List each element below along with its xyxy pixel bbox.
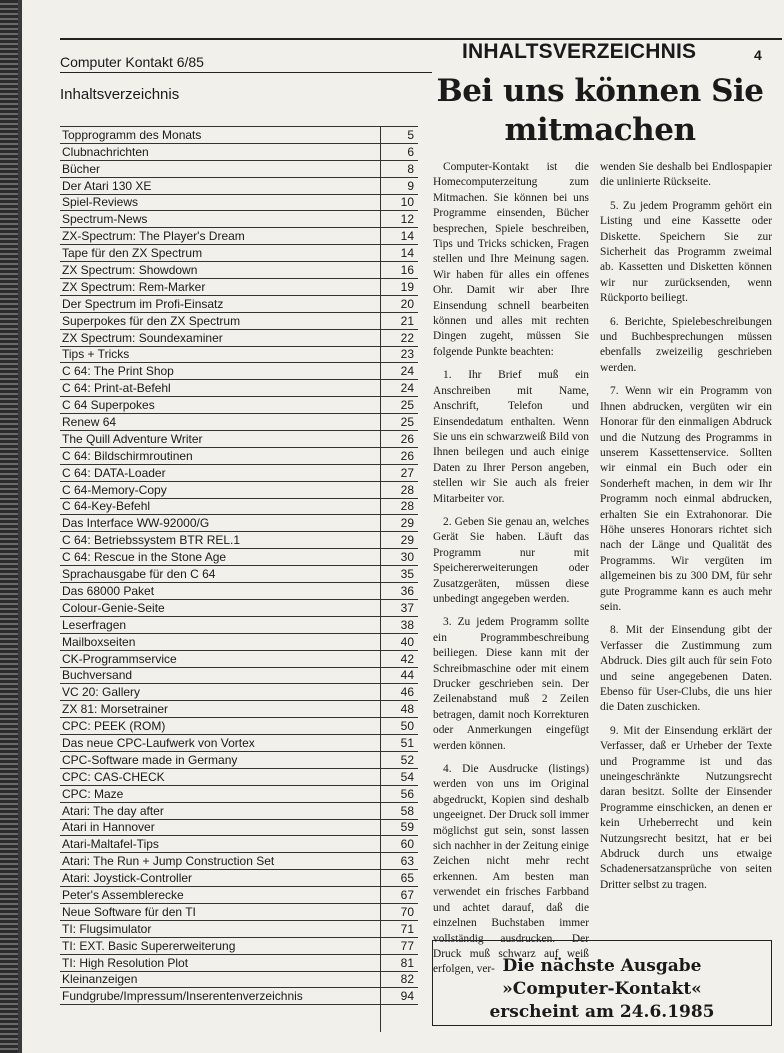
toc-entry bbox=[60, 414, 418, 431]
toc-entry-page: 54 bbox=[400, 769, 414, 784]
toc-entry-page: 14 bbox=[400, 229, 414, 244]
article-paragraph: Computer-Kontakt ist die Homecomputerzeitung zum Mitmachen. Sie können bei uns Programme einsenden, Bücher besprechen, Spiele beschreiben, Tips und Tricks schicken, Fragen stellen und Ihre Meinung sagen. Wir haben für alles ein offenes Ohr. Damit wir aber Ihre Einsendung schnell bearbeiten können und alles mit rechten Dingen zugeht, müssen Sie folgende Punkte beachten: bbox=[433, 161, 589, 358]
next-issue-notice bbox=[432, 940, 772, 1026]
toc-entry-title: Bücher bbox=[62, 161, 101, 176]
toc-entry-page: 51 bbox=[400, 735, 414, 750]
toc-entry bbox=[60, 836, 418, 853]
toc-entry-page: 27 bbox=[400, 465, 414, 480]
toc-entry-title: Atari in Hannover bbox=[62, 820, 155, 835]
toc-entry-page: 67 bbox=[400, 887, 414, 902]
issue-label: Computer Kontakt 6/85 bbox=[60, 54, 204, 70]
toc-entry-page: 10 bbox=[400, 195, 414, 210]
toc-entry-page: 30 bbox=[400, 550, 414, 565]
toc-entry bbox=[60, 161, 418, 178]
toc-entry-page: 28 bbox=[400, 499, 414, 514]
toc-entry-page: 29 bbox=[400, 533, 414, 548]
toc-entry-title: Peter's Assemblerecke bbox=[62, 887, 184, 902]
toc-entry-title: CK-Programmservice bbox=[62, 651, 177, 666]
toc-entry-title: Fundgrube/Impressum/Inserentenverzeichnis bbox=[62, 989, 303, 1004]
toc-entry bbox=[60, 127, 418, 144]
toc-entry-page: 25 bbox=[400, 415, 414, 430]
toc-entry bbox=[60, 566, 418, 583]
article-paragraph: 3. Zu jedem Programm sollte ein Programmbeschreibung beiliegen. Diese kann mit der Schreibmaschine oder mit einem Drucker geschrieben sein. Der Zeilenabstand muß 2 Zeilen betragen, damit noch Korrekturen oder Anmerkungen eingefügt werden können. bbox=[433, 616, 589, 752]
toc-entry-title: Colour-Genie-Seite bbox=[62, 600, 165, 615]
toc-entry bbox=[60, 313, 418, 330]
toc-entry bbox=[60, 887, 418, 904]
toc-page-column-rule bbox=[380, 126, 381, 1032]
toc-entry bbox=[60, 972, 418, 989]
article-paragraph: 7. Wenn wir ein Programm von Ihnen abdrucken, vergüten wir ein Honorar für den einmaligen Abdruck und die Nutzung des Programms in unserem Kassettenservice. Sollten wir einmal ein Buch oder ein Sonderheft machen, in dem wir Ihr Programm noch einmal abdrucken, erhalten Sie ein Extrahonorar. Die Höhe unseres Honorars richtet sich nach der Länge und Qualität des Programms. Wir vergüten im allgemeinen bis zu 300 DM, für sehr gute Programme kann es auch mehr sein. bbox=[600, 385, 772, 613]
toc-entry bbox=[60, 820, 418, 837]
toc-entry bbox=[60, 465, 418, 482]
toc-entry bbox=[60, 195, 418, 212]
article-paragraph: 5. Zu jedem Programm gehört ein Listing und eine Kassette oder Diskette. Speichern Sie zur Sicherheit das Programm zweimal ab. Kassetten und Disketten können wir nur zurücksenden, wenn Rückporto beiliegt. bbox=[600, 199, 772, 305]
page-binding bbox=[0, 0, 18, 1053]
toc-entry-title: ZX Spectrum: Showdown bbox=[62, 263, 198, 278]
page-number: 4 bbox=[754, 47, 762, 63]
toc-entry bbox=[60, 380, 418, 397]
toc-entry-title: CPC-Software made in Germany bbox=[62, 752, 238, 767]
article-paragraph: 6. Berichte, Spielebeschreibungen und Buchbesprechungen müssen ebenfalls zweizeilig geschrieben werden. bbox=[600, 315, 772, 374]
toc-entry-page: 38 bbox=[400, 617, 414, 632]
toc-entry-title: ZX-Spectrum: The Player's Dream bbox=[62, 229, 245, 244]
toc-entry bbox=[60, 144, 418, 161]
toc-entry-title: VC 20: Gallery bbox=[62, 685, 141, 700]
toc-entry-page: 5 bbox=[407, 127, 414, 142]
toc-entry bbox=[60, 701, 418, 718]
toc-entry-title: Das 68000 Paket bbox=[62, 583, 155, 598]
toc-entry-title: Atari: The Run + Jump Construction Set bbox=[62, 854, 275, 869]
toc-entry bbox=[60, 634, 418, 651]
toc-entry-title: C 64: The Print Shop bbox=[62, 364, 174, 379]
toc-entry bbox=[60, 448, 418, 465]
toc-entry-page: 52 bbox=[400, 752, 414, 767]
toc-entry-title: C 64: Rescue in the Stone Age bbox=[62, 550, 227, 565]
toc-entry-page: 12 bbox=[400, 212, 414, 227]
toc-entry bbox=[60, 515, 418, 532]
article-headline bbox=[430, 72, 770, 150]
toc-entry-title: C 64: Betriebssystem BTR REL.1 bbox=[62, 533, 241, 548]
toc-entry-page: 59 bbox=[400, 820, 414, 835]
header-underline bbox=[60, 72, 432, 73]
toc-entry-title: Topprogramm des Monats bbox=[62, 127, 202, 142]
toc-entry bbox=[60, 549, 418, 566]
toc-entry bbox=[60, 853, 418, 870]
toc-entry-title: Atari: Joystick-Controller bbox=[62, 871, 193, 886]
toc-entry bbox=[60, 718, 418, 735]
toc-entry-title: C 64-Memory-Copy bbox=[62, 482, 167, 497]
toc-entry bbox=[60, 279, 418, 296]
toc-entry bbox=[60, 178, 418, 195]
toc-entry-page: 26 bbox=[400, 431, 414, 446]
toc-entry-title: Sprachausgabe für den C 64 bbox=[62, 567, 216, 582]
toc-entry-title: Buchversand bbox=[62, 668, 133, 683]
toc-entry-title: Leserfragen bbox=[62, 617, 127, 632]
toc-entry-title: CPC: PEEK (ROM) bbox=[62, 719, 166, 734]
toc-entry bbox=[60, 668, 418, 685]
toc-entry-page: 23 bbox=[400, 347, 414, 362]
toc-entry bbox=[60, 228, 418, 245]
toc-entry bbox=[60, 347, 418, 364]
notice-line-1: Die nächste Ausgabe bbox=[502, 956, 702, 976]
toc-entry-title: ZX 81: Morsetrainer bbox=[62, 702, 169, 717]
toc-entry-page: 50 bbox=[400, 719, 414, 734]
toc-entry-title: ZX Spectrum: Soundexaminer bbox=[62, 330, 223, 345]
toc-entry bbox=[60, 921, 418, 938]
toc-entry-page: 24 bbox=[400, 364, 414, 379]
toc-entry-title: The Quill Adventure Writer bbox=[62, 431, 203, 446]
toc-entry-page: 29 bbox=[400, 516, 414, 531]
article-column-2 bbox=[600, 160, 772, 901]
toc-entry-title: Atari: The day after bbox=[62, 803, 164, 818]
toc-entry bbox=[60, 431, 418, 448]
toc-entry-page: 42 bbox=[400, 651, 414, 666]
toc-entry bbox=[60, 245, 418, 262]
notice-line-2: »Computer-Kontakt« bbox=[502, 979, 702, 999]
toc-entry-title: Tips + Tricks bbox=[62, 347, 130, 362]
article-column-1 bbox=[433, 160, 589, 986]
headline-line-1: Bei uns können Sie bbox=[436, 73, 764, 109]
toc-entry-page: 46 bbox=[400, 685, 414, 700]
headline-line-2: mitmachen bbox=[504, 112, 696, 148]
toc-entry-title: Neue Software für den TI bbox=[62, 904, 196, 919]
toc-entry bbox=[60, 955, 418, 972]
toc-entry-page: 40 bbox=[400, 634, 414, 649]
toc-entry bbox=[60, 482, 418, 499]
toc-entry-title: C 64-Key-Befehl bbox=[62, 499, 151, 514]
toc-entry-title: Spectrum-News bbox=[62, 212, 148, 227]
toc-entry bbox=[60, 499, 418, 516]
toc-entry bbox=[60, 363, 418, 380]
toc-entry bbox=[60, 938, 418, 955]
toc-entry-title: Das Interface WW-92000/G bbox=[62, 516, 210, 531]
toc-entry-page: 25 bbox=[400, 398, 414, 413]
toc-entry-page: 37 bbox=[400, 600, 414, 615]
toc-entry-page: 21 bbox=[400, 313, 414, 328]
toc-entry-page: 70 bbox=[400, 904, 414, 919]
toc-entry bbox=[60, 988, 418, 1005]
toc-entry-title: C 64: Bildschirmroutinen bbox=[62, 448, 193, 463]
toc-entry-page: 35 bbox=[400, 567, 414, 582]
toc-entry bbox=[60, 904, 418, 921]
toc-entry-title: Der Spectrum im Profi-Einsatz bbox=[62, 296, 224, 311]
toc-entry-page: 58 bbox=[400, 803, 414, 818]
table-of-contents bbox=[60, 126, 418, 1005]
toc-entry bbox=[60, 617, 418, 634]
toc-entry-page: 44 bbox=[400, 668, 414, 683]
toc-entry-title: C 64 Superpokes bbox=[62, 398, 155, 413]
toc-entry-title: ZX Spectrum: Rem-Marker bbox=[62, 279, 206, 294]
toc-entry-title: TI: Flugsimulator bbox=[62, 921, 152, 936]
toc-entry-page: 77 bbox=[400, 938, 414, 953]
toc-entry-page: 94 bbox=[400, 989, 414, 1004]
toc-entry bbox=[60, 870, 418, 887]
article-paragraph: 8. Mit der Einsendung gibt der Verfasser die Zustimmung zum Abdruck. Dies gilt auch für sein Foto und seine angegebenen Daten. Ebenso für User-Clubs, die uns hier die Daten zuschicken. bbox=[600, 624, 772, 714]
article-paragraph: 2. Geben Sie genau an, welches Gerät Sie haben. Läuft das Programm nur mit Speichererweiterungen oder Zusatzgeräten, müssen diese unbedingt angegeben werden. bbox=[433, 515, 589, 605]
toc-entry bbox=[60, 600, 418, 617]
toc-entry bbox=[60, 397, 418, 414]
article-paragraph: 1. Ihr Brief muß ein Anschreiben mit Name, Anschrift, Telefon und Einsendedatum enthalten. Wenn Sie uns ein schwarzweiß Bild von Ihnen beilegen und auch einige Daten zu Ihrer Person angeben, stellen wir Sie auch als freier Mitarbeiter vor. bbox=[433, 369, 589, 505]
toc-entry-title: CPC: Maze bbox=[62, 786, 124, 801]
toc-entry-page: 6 bbox=[407, 144, 414, 159]
toc-entry-title: Kleinanzeigen bbox=[62, 972, 138, 987]
toc-entry bbox=[60, 752, 418, 769]
toc-entry bbox=[60, 769, 418, 786]
toc-entry-title: Mailboxseiten bbox=[62, 634, 136, 649]
toc-entry-title: C 64: Print-at-Befehl bbox=[62, 381, 171, 396]
toc-entry bbox=[60, 803, 418, 820]
toc-entry-page: 82 bbox=[400, 972, 414, 987]
toc-entry-title: Superpokes für den ZX Spectrum bbox=[62, 313, 241, 328]
toc-entry bbox=[60, 786, 418, 803]
section-title: INHALTSVERZEICHNIS bbox=[462, 40, 697, 63]
toc-entry-title: C 64: DATA-Loader bbox=[62, 465, 166, 480]
page-binding-edge bbox=[18, 0, 22, 1053]
toc-entry-page: 16 bbox=[400, 263, 414, 278]
toc-entry-title: Der Atari 130 XE bbox=[62, 178, 152, 193]
toc-entry-page: 65 bbox=[400, 871, 414, 886]
toc-entry-page: 48 bbox=[400, 702, 414, 717]
toc-entry bbox=[60, 532, 418, 549]
toc-entry-page: 81 bbox=[400, 955, 414, 970]
toc-entry-title: Atari-Maltafel-Tips bbox=[62, 837, 159, 852]
toc-entry-title: Spiel-Reviews bbox=[62, 195, 139, 210]
toc-entry-title: TI: High Resolution Plot bbox=[62, 955, 189, 970]
toc-entry-page: 71 bbox=[400, 921, 414, 936]
article-paragraph: wenden Sie deshalb bei Endlospapier die unlinierte Rückseite. bbox=[600, 161, 772, 189]
toc-entry-page: 14 bbox=[400, 246, 414, 261]
article-paragraph: 9. Mit der Einsendung erklärt der Verfasser, daß er Urheber der Texte und Programme ist und das uneingeschränkte Nutzungsrecht daran besitzt. Sollte der Einsender Programme einschicken, an denen er kein Urheberrecht und kein Nutzungsrecht besitzt, hat er bei Abdruck durch uns etwaige Schadenersatzansprüche von seiten Dritter selbst zu tragen. bbox=[600, 724, 772, 891]
article-paragraph: 4. Die Ausdrucke (listings) werden von uns im Original abgedruckt, Kopien sind deshalb ungeeignet. Der Druck soll immer möglichst gut sein, sonst lassen sich nachher in der Zeitung einige Zeichen nicht mehr recht erkennen. Am besten man verwendet ein frisches Farbband und achtet darauf, daß die einzelnen Buchstaben immer vollständig ausdrucken. Der Druck muß schwarz auf weiß erfolgen, ver- bbox=[433, 763, 589, 976]
toc-entry-title: Das neue CPC-Laufwerk von Vortex bbox=[62, 735, 255, 750]
toc-entry-title: Clubnachrichten bbox=[62, 144, 149, 159]
toc-entry-page: 24 bbox=[400, 381, 414, 396]
toc-entry-page: 60 bbox=[400, 837, 414, 852]
toc-entry-page: 28 bbox=[400, 482, 414, 497]
toc-entry-title: CPC: CAS-CHECK bbox=[62, 769, 165, 784]
toc-entry-page: 56 bbox=[400, 786, 414, 801]
toc-entry bbox=[60, 583, 418, 600]
toc-entry-page: 26 bbox=[400, 448, 414, 463]
toc-entry-title: Tape für den ZX Spectrum bbox=[62, 246, 203, 261]
toc-entry-page: 36 bbox=[400, 583, 414, 598]
toc-entry bbox=[60, 262, 418, 279]
toc-entry-page: 20 bbox=[400, 296, 414, 311]
toc-entry-title: TI: EXT. Basic Supererweiterung bbox=[62, 938, 236, 953]
toc-entry-page: 22 bbox=[400, 330, 414, 345]
toc-heading: Inhaltsverzeichnis bbox=[60, 86, 180, 103]
toc-entry bbox=[60, 684, 418, 701]
toc-entry bbox=[60, 296, 418, 313]
toc-entry bbox=[60, 211, 418, 228]
notice-line-3: erscheint am 24.6.1985 bbox=[489, 1002, 715, 1022]
toc-entry bbox=[60, 651, 418, 668]
toc-entry bbox=[60, 735, 418, 752]
toc-entry-page: 8 bbox=[407, 161, 414, 176]
toc-entry bbox=[60, 330, 418, 347]
toc-entry-title: Renew 64 bbox=[62, 415, 117, 430]
toc-entry-page: 19 bbox=[400, 279, 414, 294]
toc-entry-page: 9 bbox=[407, 178, 414, 193]
toc-entry-page: 63 bbox=[400, 854, 414, 869]
